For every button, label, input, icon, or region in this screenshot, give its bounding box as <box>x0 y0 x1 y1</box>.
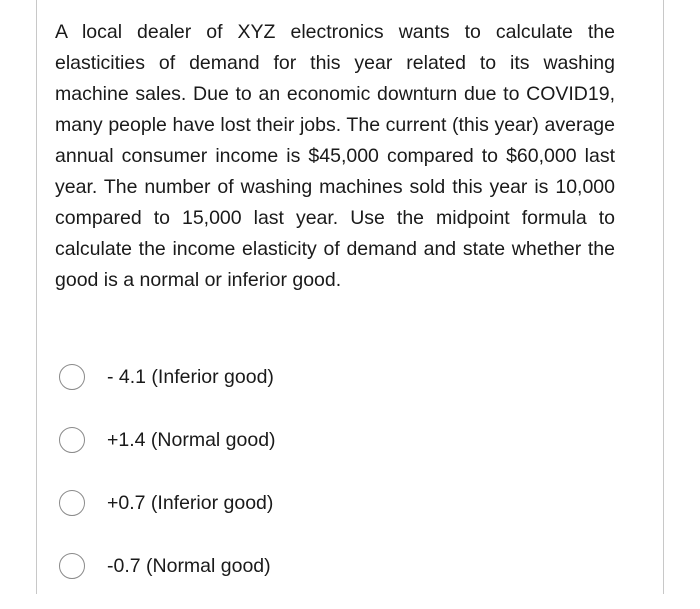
question-card <box>36 0 664 594</box>
answer-option-label: +0.7 (Inferior good) <box>107 492 274 514</box>
radio-button[interactable] <box>59 553 85 579</box>
answer-options <box>59 357 276 609</box>
radio-button[interactable] <box>59 364 85 390</box>
radio-button[interactable] <box>59 427 85 453</box>
question-text: A local dealer of XYZ electronics wants to calculate the elasticities of demand for this year related to its washing machine sales. Due to an economic downturn due to COVID19, many people have lost their jobs. The current (this year) average annual consumer income is $45,000 compared to $60,000 last year. The number of washing machines sold this year is 10,000 compared to 15,000 last year. Use the midpoint formula to calculate the income elasticity of demand and state whether the good is a normal or inferior good. <box>55 21 615 291</box>
answer-option-label: - 4.1 (Inferior good) <box>107 366 274 388</box>
answer-option-label: +1.4 (Normal good) <box>107 429 276 451</box>
answer-option-1[interactable] <box>59 357 276 397</box>
answer-option-label: -0.7 (Normal good) <box>107 555 271 577</box>
radio-button[interactable] <box>59 490 85 516</box>
answer-option-2[interactable] <box>59 420 276 460</box>
answer-option-3[interactable] <box>59 483 276 523</box>
answer-option-4[interactable] <box>59 546 276 586</box>
